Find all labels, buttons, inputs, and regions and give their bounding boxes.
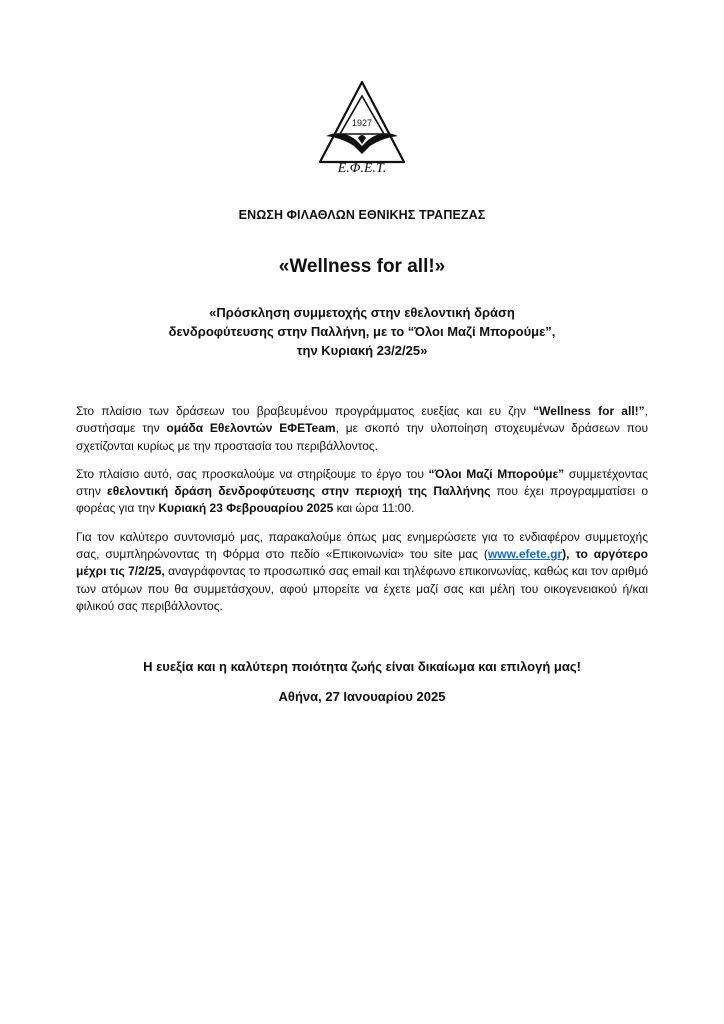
efet-logo [312, 74, 412, 174]
organization-name: ΕΝΩΣΗ ΦΙΛΑΘΛΩΝ ΕΘΝΙΚΗΣ ΤΡΑΠΕΖΑΣ [238, 208, 486, 222]
website-link[interactable]: www.efete.gr [487, 547, 563, 562]
document-subtitle [100, 303, 624, 360]
organization-highlight: “Όλοι Μαζί Μπορούμε” [428, 466, 565, 481]
text-run: αναγράφοντας το προσωπικό σας email και τηλέφωνο επικοινωνίας, καθώς και τον αριθμό των ατόμων που θα συμμετάσχουν, αφού μπορείτε να έχετε μαζί σας και μέλη του οικογενειακού ή/και φιλικού σας περιβάλλοντος. [76, 564, 649, 613]
text-run: , συστήσαμε την [76, 404, 648, 436]
paragraph-invitation [76, 466, 648, 518]
closing-statement: Η ευεξία και η καλύτερη ποιότητα ζωής είναι δικαίωμα και επιλογή μας! [143, 659, 581, 674]
text-run: ), [562, 547, 576, 562]
text-run: Στο πλαίσιο των δράσεων του βραβευμένου προγράμματος ευεξίας και ευ ζην [76, 404, 534, 418]
paragraph-registration [76, 529, 648, 615]
text-run: συμμετέχοντας στην [76, 466, 648, 499]
text-run: Για τον καλύτερο συντονισμό μας, παρακαλούμε όπως μας ενημερώσετε για το ενδιαφέρον συμμετοχής σας, συμπληρώνοντας τη Φόρμα στο πεδίο «Επικοινωνία» του site μας ( [76, 529, 648, 562]
document-title: «Wellness for all!» [278, 256, 446, 277]
text-run: , με σκοπό την υλοποίηση στοχευμένων δράσεων που σχετίζονται κυρίως με την προστασία του περιβάλλοντος. [76, 421, 649, 453]
program-name: “Wellness for all!” [533, 404, 645, 418]
text-run: και ώρα 11:00. [333, 501, 415, 516]
event-highlight: εθελοντική δράση δενδροφύτευσης στην περιοχή της Παλλήνης [107, 484, 491, 499]
deadline: το αργότερο μέχρι τις 7/2/25, [76, 547, 648, 579]
document-date: Αθήνα, 27 Ιανουαρίου 2025 [278, 689, 446, 704]
team-name: ομάδα Εθελοντών ΕΦΕTeam [166, 421, 336, 436]
paragraph-program [76, 403, 648, 455]
subtitle-line: «Πρόσκληση συμμετοχής στην εθελοντική δράση [209, 305, 515, 320]
body-text [76, 403, 648, 626]
triangle-eagle-emblem-icon [312, 74, 412, 174]
subtitle-line: δενδροφύτευσης στην Παλλήνη, με το “Όλοι Μαζί Μπορούμε”, [168, 324, 556, 339]
subtitle-line: την Κυριακή 23/2/25» [296, 343, 428, 358]
logo-year: 1927 [351, 118, 373, 128]
event-date: Κυριακή 23 Φεβρουαρίου 2025 [158, 501, 334, 516]
text-run: Στο πλαίσιο αυτό, σας προσκαλούμε να στηρίξουμε το έργο του [76, 466, 429, 481]
logo-initials: Ε.Φ.Ε.Τ. [337, 161, 387, 174]
text-run: που έχει προγραμματίσει ο φορέας για την [76, 484, 648, 516]
